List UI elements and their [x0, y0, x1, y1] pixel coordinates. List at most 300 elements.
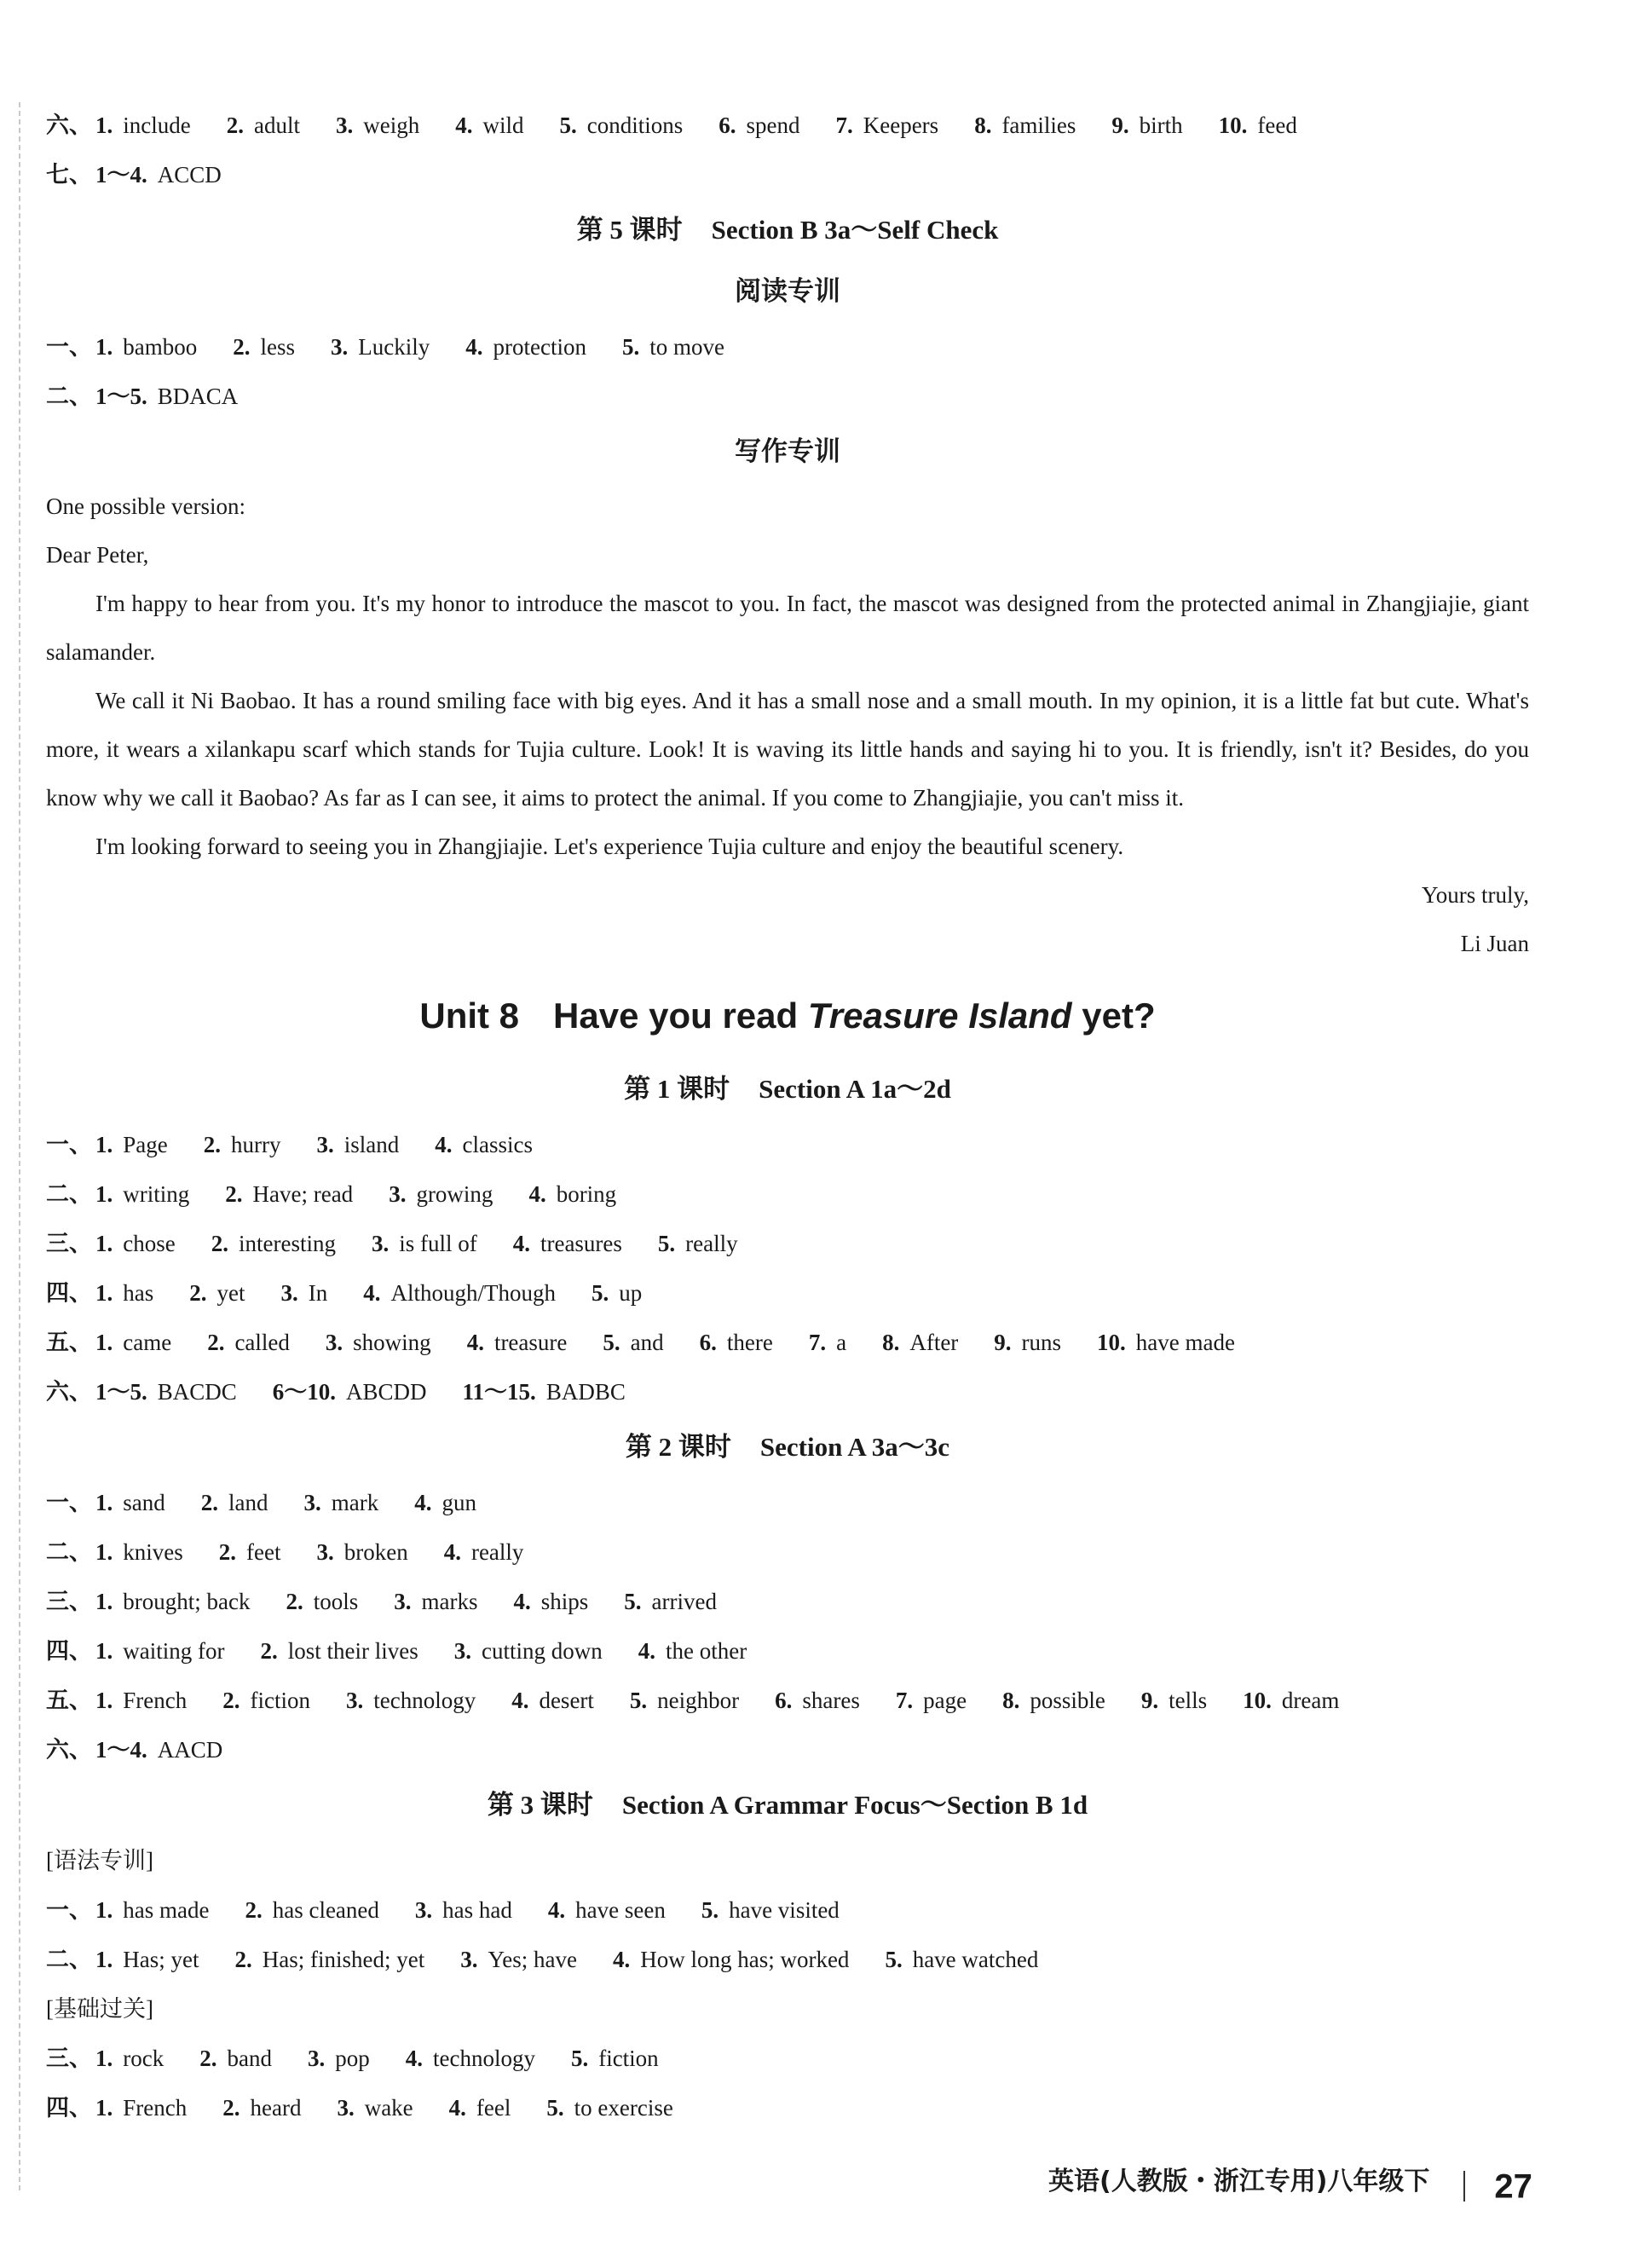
answer-item	[885, 1935, 1038, 1984]
answer-item	[835, 101, 938, 150]
answer-number: 4.	[612, 1947, 631, 1972]
answer-text: cutting down	[481, 1638, 603, 1664]
answer-text: called	[234, 1330, 290, 1355]
answer-text: Page	[123, 1132, 168, 1157]
answer-item	[630, 1676, 739, 1725]
answer-text: page	[923, 1688, 967, 1713]
footer-divider	[1463, 2171, 1465, 2202]
answer-number: 1.	[95, 1280, 113, 1306]
unit-title	[46, 973, 1529, 1059]
lesson2-title-cn: 第 2 课时	[625, 1432, 731, 1462]
lesson2-heading	[46, 1417, 1529, 1478]
lesson5-title-cn: 第 5 课时	[576, 215, 683, 245]
answer-item	[467, 1318, 568, 1367]
answer-text: adult	[253, 113, 300, 138]
unit-title-book: Treasure Island	[807, 995, 1072, 1036]
question-group-label: 六、	[46, 1737, 92, 1763]
answer-number: 5.	[570, 2046, 589, 2071]
answer-number: 2.	[286, 1589, 303, 1614]
answer-text: Yes; have	[488, 1947, 577, 1972]
answer-item	[281, 1268, 328, 1318]
answer-text: fiction	[598, 2046, 659, 2071]
answer-text: Luckily	[358, 334, 430, 360]
question-group-label: 五、	[46, 1330, 92, 1355]
answer-number: 3.	[345, 1688, 364, 1713]
answer-text: BACDC	[157, 1379, 237, 1405]
unit-title-suffix: yet?	[1071, 995, 1156, 1036]
answer-item	[513, 1577, 588, 1626]
letter-signature: Li Juan	[1460, 931, 1529, 956]
answer-text: hurry	[230, 1132, 281, 1157]
answer-item	[415, 1885, 512, 1935]
lesson3-title-en: Section A Grammar Focus～Section B 1d	[621, 1790, 1088, 1820]
answer-number: 4.	[448, 2095, 466, 2121]
answer-text: land	[228, 1490, 268, 1515]
answer-item	[658, 1219, 738, 1268]
lesson1-heading	[46, 1059, 1529, 1120]
answer-text: tools	[313, 1589, 359, 1614]
answer-number: 1～4.	[95, 162, 147, 188]
answer-number: 7.	[808, 1330, 827, 1355]
answer-number: 3.	[331, 334, 349, 360]
answer-item	[455, 101, 523, 150]
basic-section-label: [基础过关]	[46, 1996, 153, 2022]
answer-item	[592, 1268, 642, 1318]
answer-item	[199, 2034, 272, 2083]
answer-text: wild	[482, 113, 524, 138]
answer-text: has made	[123, 1897, 210, 1923]
answer-item	[394, 1577, 477, 1626]
answer-number: 3.	[316, 1132, 334, 1157]
answer-text: classics	[462, 1132, 533, 1157]
question-group-label: 五、	[46, 1688, 92, 1713]
answer-number: 1.	[95, 1638, 113, 1664]
answer-text: protection	[493, 334, 586, 360]
answer-number: 5.	[657, 1231, 676, 1256]
answer-item	[95, 1527, 183, 1577]
answer-number: 1.	[95, 113, 113, 138]
answer-number: 5.	[624, 1589, 642, 1614]
answer-text: families	[1001, 113, 1076, 138]
answer-item	[1141, 1676, 1207, 1725]
answer-item	[613, 1935, 849, 1984]
answer-item	[211, 1219, 336, 1268]
answer-item	[204, 1120, 281, 1169]
lesson3-title-cn: 第 3 课时	[487, 1790, 593, 1820]
answer-number: 5.	[592, 1280, 609, 1306]
answer-text: Although/Though	[390, 1280, 556, 1306]
answer-item	[95, 150, 222, 199]
answer-number: 4.	[465, 334, 483, 360]
answer-row	[46, 150, 1529, 199]
answer-number: 4.	[443, 1539, 461, 1565]
answer-text: feed	[1257, 113, 1297, 138]
answer-row	[46, 322, 1529, 372]
answer-text: BDACA	[157, 384, 239, 409]
answer-item	[546, 2083, 672, 2132]
basic-answers	[46, 2034, 1529, 2132]
answer-number: 1～4.	[95, 1737, 147, 1763]
answer-item	[227, 101, 300, 150]
answer-item	[95, 2083, 187, 2132]
answer-number: 9.	[1140, 1688, 1159, 1713]
answer-number: 4.	[512, 1231, 530, 1256]
answer-item	[95, 1935, 199, 1984]
answer-item	[308, 2034, 370, 2083]
answer-item	[95, 1318, 171, 1367]
answer-item	[207, 1318, 290, 1367]
answer-text: conditions	[586, 113, 684, 138]
answer-text: French	[123, 1688, 188, 1713]
answer-item	[219, 1527, 281, 1577]
answer-item	[225, 1169, 353, 1219]
answer-item	[95, 1367, 237, 1417]
answer-item	[559, 101, 683, 150]
answer-text: dream	[1281, 1688, 1340, 1713]
answer-number: 2.	[245, 1897, 263, 1923]
answer-number: 5.	[546, 2095, 564, 2121]
answer-number: 1.	[95, 2095, 113, 2121]
answer-text: AACD	[157, 1737, 223, 1763]
answer-text: less	[260, 334, 295, 360]
answer-item	[95, 1577, 250, 1626]
answer-text: brought; back	[123, 1589, 251, 1614]
answer-text: heard	[250, 2095, 302, 2121]
question-group-label: 二、	[46, 384, 92, 409]
page-content	[46, 101, 1529, 2132]
letter-intro: One possible version:	[46, 493, 245, 519]
answer-number: 1～5.	[95, 1379, 147, 1405]
answer-item	[603, 1318, 663, 1367]
answer-text: have made	[1135, 1330, 1235, 1355]
answer-item	[700, 1318, 773, 1367]
answer-item	[201, 1478, 268, 1527]
answer-number: 2.	[225, 1181, 243, 1207]
answer-number: 6～10.	[272, 1379, 337, 1405]
answer-number: 2.	[207, 1330, 225, 1355]
answer-text: treasure	[493, 1330, 568, 1355]
answer-row	[46, 2034, 1529, 2083]
answer-row	[46, 1219, 1529, 1268]
answer-number: 10.	[1243, 1688, 1272, 1713]
question-group-label: 一、	[46, 1132, 92, 1157]
answer-text: ships	[540, 1589, 589, 1614]
answer-row	[46, 1725, 1529, 1775]
answer-item	[189, 1268, 245, 1318]
answer-item	[1097, 1318, 1235, 1367]
answer-item	[406, 2034, 535, 2083]
answer-row	[46, 1478, 1529, 1527]
answer-number: 9.	[994, 1330, 1012, 1355]
page-number: 27	[1494, 2167, 1532, 2206]
answer-item	[896, 1676, 967, 1725]
grammar-answers	[46, 1885, 1529, 1984]
answer-text: knives	[123, 1539, 183, 1565]
question-group-label: 三、	[46, 1231, 92, 1256]
answer-text: lost their lives	[287, 1638, 418, 1664]
answer-text: band	[227, 2046, 272, 2071]
answer-item	[95, 1268, 153, 1318]
answer-item	[809, 1318, 846, 1367]
binding-dashed-line	[19, 102, 20, 2190]
answer-text: shares	[802, 1688, 860, 1713]
answer-number: 4.	[528, 1181, 546, 1207]
answer-text: up	[619, 1280, 643, 1306]
answer-item	[363, 1268, 556, 1318]
answer-number: 4.	[513, 1589, 531, 1614]
answer-row	[46, 1676, 1529, 1725]
answer-text: feet	[246, 1539, 281, 1565]
answer-number: 4.	[363, 1280, 381, 1306]
question-group-label: 一、	[46, 334, 92, 360]
answer-text: possible	[1030, 1688, 1105, 1713]
answer-text: yet	[216, 1280, 245, 1306]
answer-number: 7.	[895, 1688, 914, 1713]
answer-row	[46, 1367, 1529, 1417]
answer-text: sand	[123, 1490, 165, 1515]
answer-text: birth	[1139, 113, 1183, 138]
answer-text: chose	[123, 1231, 176, 1256]
answer-item	[245, 1885, 378, 1935]
lesson1-title-cn: 第 1 课时	[624, 1074, 730, 1104]
answer-number: 4.	[638, 1638, 655, 1664]
answer-text: a	[836, 1330, 847, 1355]
answer-item	[304, 1478, 379, 1527]
answer-text: runs	[1021, 1330, 1062, 1355]
answer-item	[222, 2083, 301, 2132]
answer-number: 3.	[335, 113, 354, 138]
answer-text: there	[726, 1330, 773, 1355]
answer-number: 4.	[547, 1897, 566, 1923]
answer-text: tells	[1169, 1688, 1208, 1713]
answer-item	[95, 101, 191, 150]
letter-paragraph: I'm looking forward to seeing you in Zhangjiajie. Let's experience Tujia culture and enjoy the beautiful scenery.	[95, 834, 1124, 859]
answer-number: 2.	[233, 334, 251, 360]
answer-item	[316, 1120, 399, 1169]
answer-text: has cleaned	[272, 1897, 379, 1923]
answer-item	[95, 1478, 165, 1527]
answer-text: spend	[746, 113, 800, 138]
answer-text: to move	[649, 334, 724, 360]
answer-text: has	[123, 1280, 154, 1306]
answer-item	[548, 1885, 666, 1935]
answer-row	[46, 1527, 1529, 1577]
answer-item	[316, 1527, 407, 1577]
answer-item	[95, 1120, 168, 1169]
question-group-label: 一、	[46, 1897, 92, 1923]
answer-text: writing	[123, 1181, 190, 1207]
answer-row	[46, 1169, 1529, 1219]
answer-text: has had	[442, 1897, 512, 1923]
answer-text: gun	[441, 1490, 476, 1515]
answer-item	[414, 1478, 476, 1527]
answer-number: 3.	[280, 1280, 298, 1306]
answer-item	[571, 2034, 659, 2083]
question-group-label: 三、	[46, 1589, 92, 1614]
answer-item	[95, 1626, 224, 1676]
answer-item	[449, 2083, 511, 2132]
answer-item	[95, 372, 238, 421]
answer-number: 1.	[95, 1897, 113, 1923]
letter-paragraph: I'm happy to hear from you. It's my honor to introduce the mascot to you. In fact, the mascot was designed from the protected animal in Zhangjiajie, giant salamander.	[46, 591, 1529, 665]
answer-number: 5.	[629, 1688, 648, 1713]
answer-number: 3.	[303, 1490, 321, 1515]
answer-text: to exercise	[574, 2095, 673, 2121]
answer-number: 8.	[974, 113, 992, 138]
answer-number: 4.	[435, 1132, 453, 1157]
answer-text: marks	[421, 1589, 478, 1614]
answer-text: bamboo	[123, 334, 198, 360]
answer-number: 3.	[460, 1947, 478, 1972]
answer-number: 10.	[1097, 1330, 1126, 1355]
answer-row	[46, 1318, 1529, 1367]
answer-number: 2.	[189, 1280, 207, 1306]
answer-item	[511, 1676, 594, 1725]
answer-number: 1.	[95, 1181, 113, 1207]
question-group-label: 一、	[46, 1490, 92, 1515]
answer-item	[326, 1318, 431, 1367]
answer-item	[528, 1169, 616, 1219]
answer-number: 3.	[307, 2046, 326, 2071]
answer-item	[95, 2034, 164, 2083]
answer-number: 4.	[405, 2046, 423, 2071]
footer-book-title: 英语(人教版・浙江专用)八年级下	[1048, 2167, 1430, 2196]
answer-item	[337, 2083, 413, 2132]
answer-row	[46, 1935, 1529, 1984]
answer-text: mark	[331, 1490, 379, 1515]
answer-item	[222, 1676, 310, 1725]
answer-item	[1002, 1676, 1105, 1725]
answer-item	[336, 101, 419, 150]
answer-item	[460, 1935, 577, 1984]
answer-text: island	[343, 1132, 400, 1157]
answer-number: 2.	[211, 1231, 228, 1256]
answer-number: 11～15.	[462, 1379, 536, 1405]
answer-item	[775, 1676, 860, 1725]
answer-number: 3.	[316, 1539, 334, 1565]
answer-item	[638, 1626, 747, 1676]
answer-text: have watched	[912, 1947, 1039, 1972]
answer-number: 10.	[1218, 113, 1248, 138]
answer-item	[95, 322, 197, 372]
answer-text: rock	[123, 2046, 164, 2071]
question-group-label: 三、	[46, 2046, 92, 2071]
answer-item	[273, 1367, 427, 1417]
answer-text: the other	[665, 1638, 747, 1664]
answer-text: weigh	[363, 113, 420, 138]
answer-row	[46, 1626, 1529, 1676]
answer-text: ACCD	[157, 162, 222, 188]
answer-number: 6.	[775, 1688, 793, 1713]
answer-item	[95, 1676, 187, 1725]
reading-answers	[46, 322, 1529, 421]
answer-text: showing	[353, 1330, 431, 1355]
answer-text: fiction	[250, 1688, 310, 1713]
answer-text: wake	[364, 2095, 413, 2121]
answer-number: 1.	[95, 1330, 113, 1355]
answer-number: 2.	[222, 1688, 240, 1713]
answer-number: 1.	[95, 1490, 113, 1515]
answer-number: 2.	[260, 1638, 278, 1664]
answer-text: broken	[343, 1539, 408, 1565]
answer-number: 1.	[95, 2046, 113, 2071]
answer-item	[454, 1626, 603, 1676]
answer-text: technology	[432, 2046, 535, 2071]
answer-item	[331, 322, 430, 372]
answer-item	[624, 1577, 717, 1626]
answer-item	[701, 1885, 840, 1935]
answer-number: 3.	[414, 1897, 433, 1923]
question-group-label: 四、	[46, 2095, 92, 2121]
lesson1-answers	[46, 1120, 1529, 1417]
answer-text: neighbor	[657, 1688, 740, 1713]
answer-text: French	[123, 2095, 188, 2121]
letter-paragraph: We call it Ni Baobao. It has a round smiling face with big eyes. And it has a small nose and a small mouth. In my opinion, it is a little fat but cute. What's more, it wears a xilankapu scarf which stands for Tujia culture. Look! It is waving its little hands and saying hi to you. It is friendly, isn't it? Besides, do you know why we call it Baobao? As far as I can see, it aims to protect the animal. If you come to Zhangjiajie, you can't miss it.	[46, 688, 1529, 811]
writing-heading: 写作专训	[735, 436, 840, 466]
answer-text: growing	[416, 1181, 493, 1207]
answer-number: 4.	[466, 1330, 484, 1355]
answer-text: ABCDD	[346, 1379, 427, 1405]
answer-text: BADBC	[545, 1379, 626, 1405]
answer-item	[994, 1318, 1061, 1367]
letter-closing: Yours truly,	[1421, 882, 1529, 908]
answer-item	[719, 101, 799, 150]
answer-text: really	[685, 1231, 738, 1256]
lesson2-answers	[46, 1478, 1529, 1775]
block1	[46, 101, 1529, 199]
answer-number: 1.	[95, 1947, 113, 1972]
answer-text: technology	[373, 1688, 476, 1713]
answer-item	[1243, 1676, 1339, 1725]
question-group-label: 六、	[46, 1379, 92, 1405]
answer-number: 5.	[621, 334, 640, 360]
answer-row	[46, 372, 1529, 421]
answer-row	[46, 1120, 1529, 1169]
answer-text: How long has; worked	[640, 1947, 850, 1972]
answer-text: waiting for	[123, 1638, 225, 1664]
answer-item	[346, 1676, 476, 1725]
answer-number: 2.	[200, 1490, 218, 1515]
question-group-label: 四、	[46, 1280, 92, 1306]
answer-text: Have; read	[252, 1181, 354, 1207]
answer-item	[435, 1120, 533, 1169]
answer-row	[46, 2083, 1529, 2132]
answer-text: really	[470, 1539, 524, 1565]
answer-text: After	[909, 1330, 959, 1355]
answer-number: 8.	[882, 1330, 900, 1355]
page-footer	[1048, 2152, 1602, 2212]
lesson5-heading	[46, 199, 1529, 261]
sample-letter	[46, 482, 1529, 968]
letter-greeting: Dear Peter,	[46, 542, 149, 568]
lesson2-title-en: Section A 3a～3c	[759, 1432, 950, 1462]
answer-item	[260, 1626, 418, 1676]
answer-text: treasures	[540, 1231, 622, 1256]
answer-item	[95, 1169, 189, 1219]
question-group-label: 二、	[46, 1181, 92, 1207]
answer-item	[286, 1577, 358, 1626]
answer-number: 6.	[699, 1330, 717, 1355]
unit-label: Unit 8	[419, 995, 520, 1036]
answer-number: 7.	[835, 113, 853, 138]
answer-item	[372, 1219, 477, 1268]
answer-number: 5.	[603, 1330, 620, 1355]
answer-number: 2.	[222, 2095, 240, 2121]
answer-text: pop	[335, 2046, 370, 2071]
answer-item	[95, 1219, 176, 1268]
answer-number: 1.	[95, 334, 113, 360]
answer-item	[95, 1885, 209, 1935]
